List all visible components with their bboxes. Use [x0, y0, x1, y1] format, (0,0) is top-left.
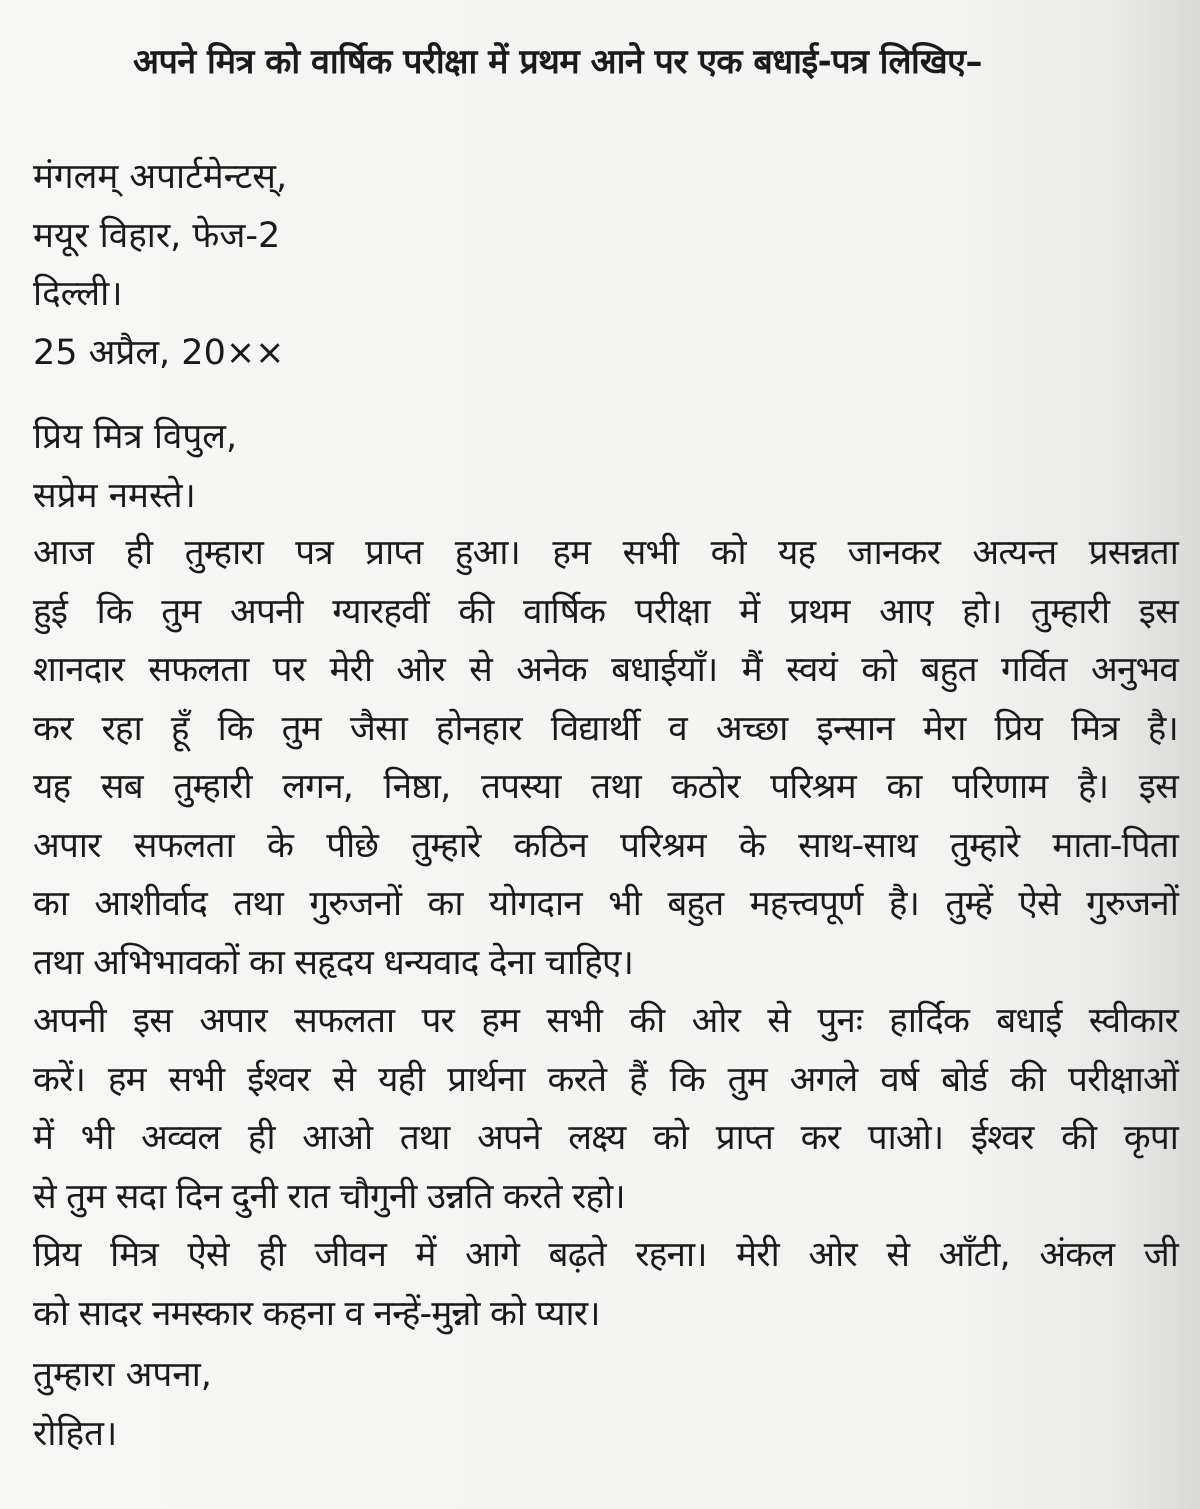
salutation-addressee: प्रिय मित्र विपुल,: [33, 417, 238, 457]
letter-closing: [33, 1346, 1178, 1463]
body-line: तथा अभिभावकों का सहृदय धन्यवाद देना चाहिए।: [33, 942, 634, 983]
body-line: का आशीर्वाद तथा गुरुजनों का योगदान भी बहुत महत्त्वपूर्ण है। तुम्हें ऐसे गुरुजनों: [33, 884, 1178, 924]
body-line: को सादर नमस्कार कहना व नन्हें-मुन्नो को प्यार।: [33, 1293, 600, 1334]
body-line: अपनी इस अपार सफलता पर हम सभी की ओर से पुनः हार्दिक बधाई स्वीकार: [33, 1001, 1178, 1041]
salutation-greeting: सप्रेम नमस्ते।: [33, 475, 196, 516]
body-line: अपार सफलता के पीछे तुम्हारे कठिन परिश्रम के साथ-साथ तुम्हारे माता-पिता: [33, 825, 1178, 866]
body-line: कर रहा हूँ कि तुम जैसा होनहार विद्यार्थी व अच्छा इन्सान मेरा प्रिय मित्र है।: [33, 708, 1178, 749]
letter-body: [33, 524, 1178, 1343]
letter-date: 25 अप्रैल, 20××: [33, 332, 285, 373]
letter-heading: अपने मित्र को वार्षिक परीक्षा में प्रथम आने पर एक बधाई-पत्र लिखिए–: [133, 42, 982, 82]
address-line-building: मंगलम् अपार्टमेन्टस्,: [33, 157, 288, 197]
sender-name: रोहित।: [33, 1413, 118, 1454]
body-line: में भी अव्वल ही आओ तथा अपने लक्ष्य को प्राप्त कर पाओ। ईश्वर की कृपा: [33, 1118, 1178, 1158]
body-line: करें। हम सभी ईश्वर से यही प्रार्थना करते हैं कि तुम अगले वर्ष बोर्ड की परीक्षाओं: [33, 1059, 1179, 1100]
body-line: से तुम सदा दिन दुनी रात चौगुनी उन्नति करते रहो।: [33, 1176, 625, 1217]
body-line: हुई कि तुम अपनी ग्यारहवीं की वार्षिक परीक्षा में प्रथम आए हो। तुम्हारी इस: [33, 591, 1178, 632]
address-line-locality: मयूर विहार, फेज-2: [33, 215, 281, 256]
salutation: [33, 408, 1178, 525]
body-line: शानदार सफलता पर मेरी ओर से अनेक बधाईयाँ। मैं स्वयं को बहुत गर्वित अनुभव: [33, 650, 1178, 690]
body-line: आज ही तुम्हारा पत्र प्राप्त हुआ। हम सभी को यह जानकर अत्यन्त प्रसन्नता: [33, 533, 1178, 573]
sender-address: [33, 148, 1178, 382]
body-line: प्रिय मित्र ऐसे ही जीवन में आगे बढ़ते रहना। मेरी ओर से आँटी, अंकल जी: [33, 1235, 1178, 1275]
body-line: यह सब तुम्हारी लगन, निष्ठा, तपस्या तथा कठोर परिश्रम का परिणाम है। इस: [33, 767, 1178, 807]
closing-phrase: तुम्हारा अपना,: [33, 1355, 212, 1395]
address-line-city: दिल्ली।: [33, 274, 123, 314]
